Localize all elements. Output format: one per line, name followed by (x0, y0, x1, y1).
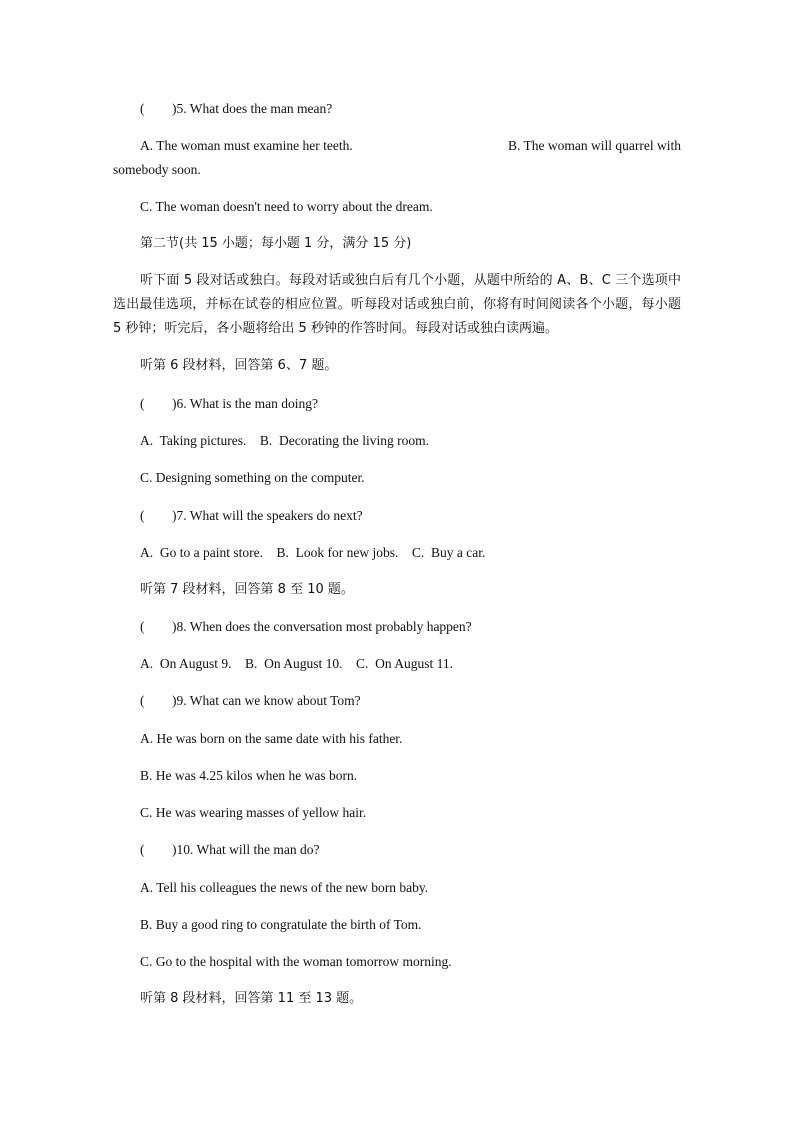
material-7-intro: 听第 7 段材料，回答第 8 至 10 题。 (140, 582, 354, 597)
question-9-stem: ( )9. What can we know about Tom? (140, 693, 361, 708)
question-10-option-a: A. Tell his colleagues the news of the new born baby. (140, 880, 429, 895)
question-10-stem: ( )10. What will the man do? (140, 842, 320, 857)
section-instructions: 听下面 5 段对话或独白。每段对话或独白后有几个小题，从题中所给的 A、B、C 三个选项中选出最佳选项，并标在试卷的相应位置。听每段对话或独白前，你将有时间阅读各个小题，每小题 5 秒钟；听完后，各小题将给出 5 秒钟的作答时间。每段对话或独白读两遍。 (113, 273, 681, 336)
option-c: C. The woman doesn't need to worry about the dream. (140, 199, 433, 214)
question-10-option-c: C. Go to the hospital with the woman tomorrow morning. (140, 954, 452, 969)
question-7-stem: ( )7. What will the speakers do next? (140, 508, 363, 523)
question-5-stem: ( )5. What does the man mean? (140, 101, 333, 116)
question-9-option-a: A. He was born on the same date with his father. (140, 731, 403, 746)
option-a: A. The woman must examine her teeth. (140, 138, 353, 153)
question-10-option-b: B. Buy a good ring to congratulate the birth of Tom. (140, 917, 422, 932)
answer-bracket: ( (140, 842, 145, 857)
section-heading: 第二节(共 15 小题；每小题 1 分，满分 15 分) (140, 236, 412, 251)
answer-bracket: ( (140, 396, 145, 411)
question-8-options: A. On August 9. B. On August 10. C. On August 11. (140, 656, 454, 671)
question-9-option-c: C. He was wearing masses of yellow hair. (140, 805, 367, 820)
question-7-options: A. Go to a paint store. B. Look for new jobs. C. Buy a car. (140, 545, 486, 560)
answer-bracket: ( (140, 693, 145, 708)
answer-bracket: ( (140, 508, 145, 523)
question-6-options-ab: A. Taking pictures. B. Decorating the living room. (140, 433, 430, 448)
answer-bracket: ( (140, 619, 145, 634)
question-9-option-b: B. He was 4.25 kilos when he was born. (140, 768, 358, 783)
answer-bracket: ( (140, 101, 145, 116)
option-b-continuation: somebody soon. (113, 162, 201, 177)
material-8-intro: 听第 8 段材料，回答第 11 至 13 题。 (140, 991, 363, 1006)
question-8-stem: ( )8. When does the conversation most probably happen? (140, 619, 472, 634)
question-6-option-c: C. Designing something on the computer. (140, 470, 365, 485)
material-6-intro: 听第 6 段材料，回答第 6、7 题。 (140, 358, 338, 373)
question-6-stem: ( )6. What is the man doing? (140, 396, 318, 411)
question-5-options-ab (140, 137, 681, 155)
option-b: B. The woman will quarrel with (508, 138, 681, 153)
